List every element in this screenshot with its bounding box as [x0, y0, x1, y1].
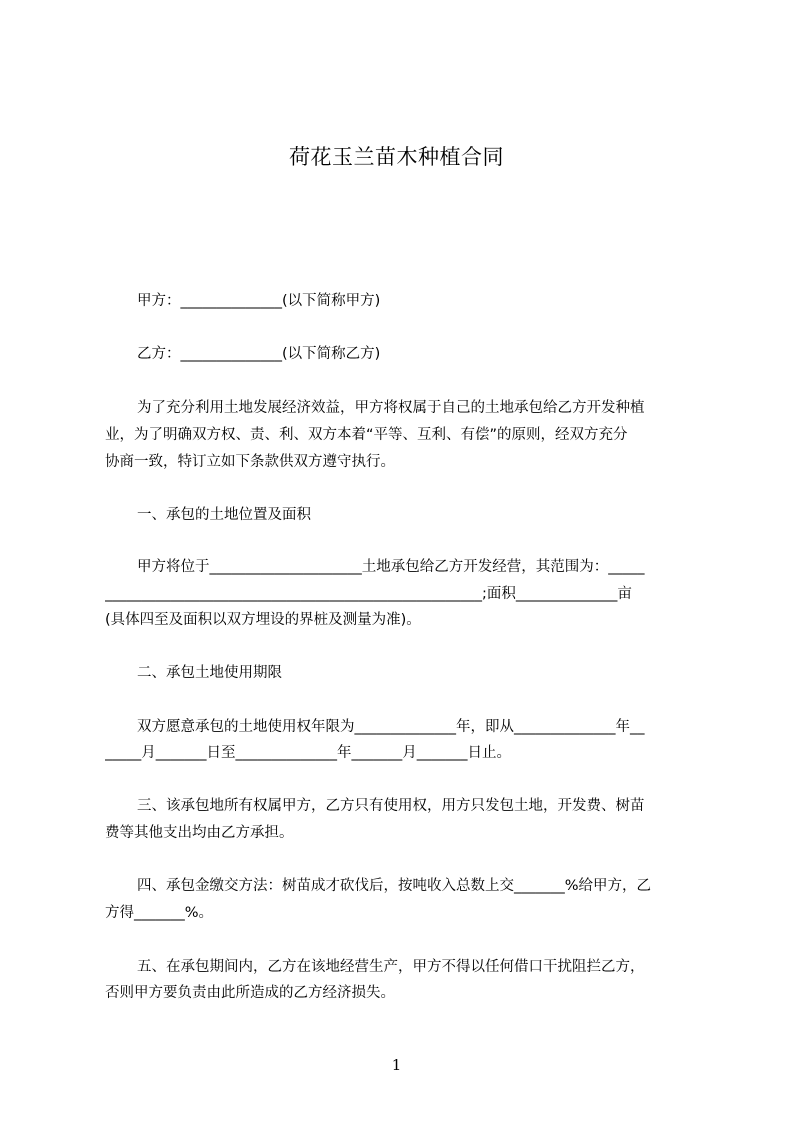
party-b-line: 乙方：______________(以下简称乙方) [137, 346, 381, 362]
preamble-line: 业，为了明确双方权、责、利、双方本着“平等、互利、有偿”的原则，经双方充分 [105, 427, 628, 443]
section-heading: 一、承包的土地位置及面积 [137, 507, 311, 523]
section-text-line: 双方愿意承包的土地使用权年限为______________年，即从______________年__ [137, 719, 645, 735]
section-text-line: (具体四至及面积以双方埋设的界桩及测量为准)。 [105, 612, 421, 628]
party-a-line: 甲方：______________(以下简称甲方) [137, 293, 381, 309]
page-number: 1 [391, 1056, 402, 1074]
section-text-line: 否则甲方要负责由此所造成的乙方经济损失。 [105, 985, 395, 1001]
section-heading: 二、承包土地使用期限 [137, 665, 282, 681]
section-text-line: 三、该承包地所有权属甲方，乙方只有使用权，用方只发包土地，开发费、树苗 [137, 798, 645, 814]
document-title: 荷花玉兰苗木种植合同 [289, 145, 504, 169]
section-text-line: 甲方将位于_____________________土地承包给乙方开发经营，其范围为：_____ [137, 559, 645, 575]
preamble-line: 为了充分利用土地发展经济效益，甲方将权属于自己的土地承包给乙方开发种植 [137, 400, 645, 416]
section-text-line: 五、在承包期间内，乙方在该地经营生产，甲方不得以任何借口干扰阻拦乙方， [137, 959, 645, 975]
section-text-line: _____月_______日至______________年_______月_______日止。 [105, 745, 511, 761]
section-text-line: 四、承包金缴交方法：树苗成才砍伐后，按吨收入总数上交_______%给甲方，乙 [137, 878, 652, 894]
preamble-line: 协商一致，特订立如下条款供双方遵守执行。 [105, 454, 395, 470]
section-text-line: 费等其他支出均由乙方承担。 [105, 825, 294, 841]
section-text-line: 方得_______%。 [105, 905, 214, 921]
section-text-line: ____________________________________________________;面积______________亩 [105, 586, 632, 602]
